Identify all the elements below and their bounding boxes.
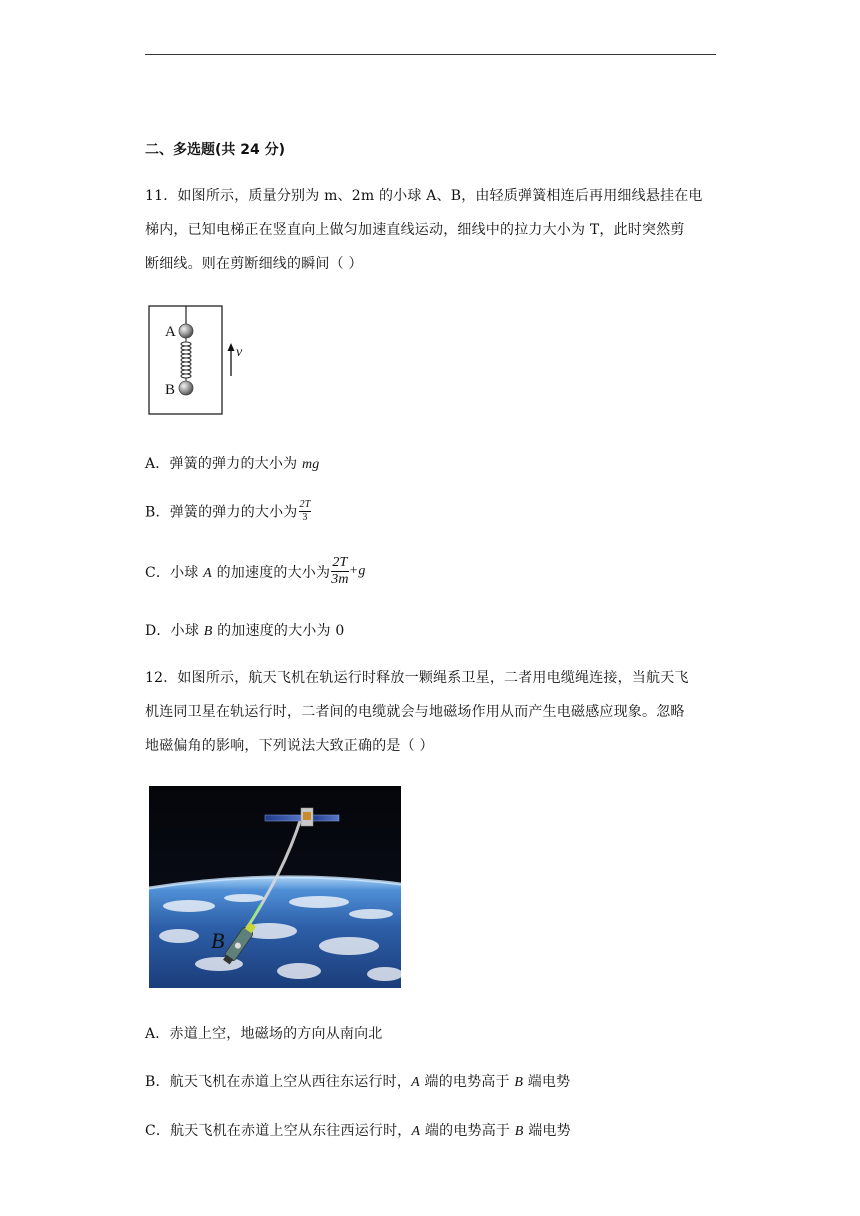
label-b-photo: B bbox=[211, 928, 225, 953]
q12-option-a: A．赤道上空，地磁场的方向从南向北 bbox=[145, 1026, 383, 1042]
q11-line-3: 断细线。则在剪断细线的瞬间（ ） bbox=[145, 256, 363, 272]
q11-option-c: C．小球 A 的加速度的大小为 $\frac{2T}{3m}$ +g bbox=[145, 555, 366, 587]
q12-option-b: B．航天飞机在赤道上空从西往东运行时，A 端的电势高于 B 端电势 bbox=[145, 1074, 571, 1090]
q11-option-a: A．弹簧的弹力的大小为 mg bbox=[145, 456, 320, 472]
q12-line-3: 地磁偏角的影响，下列说法大致正确的是（ ） bbox=[145, 738, 434, 754]
ball-b bbox=[179, 381, 193, 395]
spring bbox=[181, 342, 191, 378]
q11-option-d: D．小球 B 的加速度的大小为 0 bbox=[145, 623, 345, 639]
q12-line-2: 机连同卫星在轨运行时，二者间的电缆就会与地磁场作用从而产生电磁感应现象。忽略 bbox=[145, 704, 685, 720]
q11-option-b: B．弹簧的弹力的大小为 $\frac{2T}{3}$ bbox=[145, 499, 311, 523]
q12-option-c: C．航天飞机在赤道上空从东往西运行时，A 端的电势高于 B 端电势 bbox=[145, 1123, 571, 1139]
elevator-spring-figure bbox=[145, 302, 255, 416]
tethered-satellite-photo bbox=[149, 786, 401, 988]
label-v: v bbox=[236, 345, 243, 360]
label-a: A bbox=[165, 324, 176, 340]
section-title: 二、多选题(共 24 分) bbox=[145, 142, 286, 158]
q12-line-1: 12．如图所示，航天飞机在轨运行时释放一颗绳系卫星，二者用电缆绳连接，当航天飞 bbox=[145, 670, 689, 686]
fraction-2t-3m: $\frac{2T}{3m}$ bbox=[331, 555, 349, 587]
label-b: B bbox=[165, 382, 176, 398]
q11-line-1: 11．如图所示，质量分别为 m、2m 的小球 A、B，由轻质弹簧相连后再用细线悬挂在电 bbox=[145, 188, 703, 204]
ball-a bbox=[179, 324, 193, 338]
fraction-2t-3: $\frac{2T}{3}$ bbox=[299, 499, 311, 523]
header-rule bbox=[145, 54, 716, 55]
q11-line-2: 梯内，已知电梯正在竖直向上做匀加速直线运动，细线中的拉力大小为 T，此时突然剪 bbox=[145, 222, 685, 238]
